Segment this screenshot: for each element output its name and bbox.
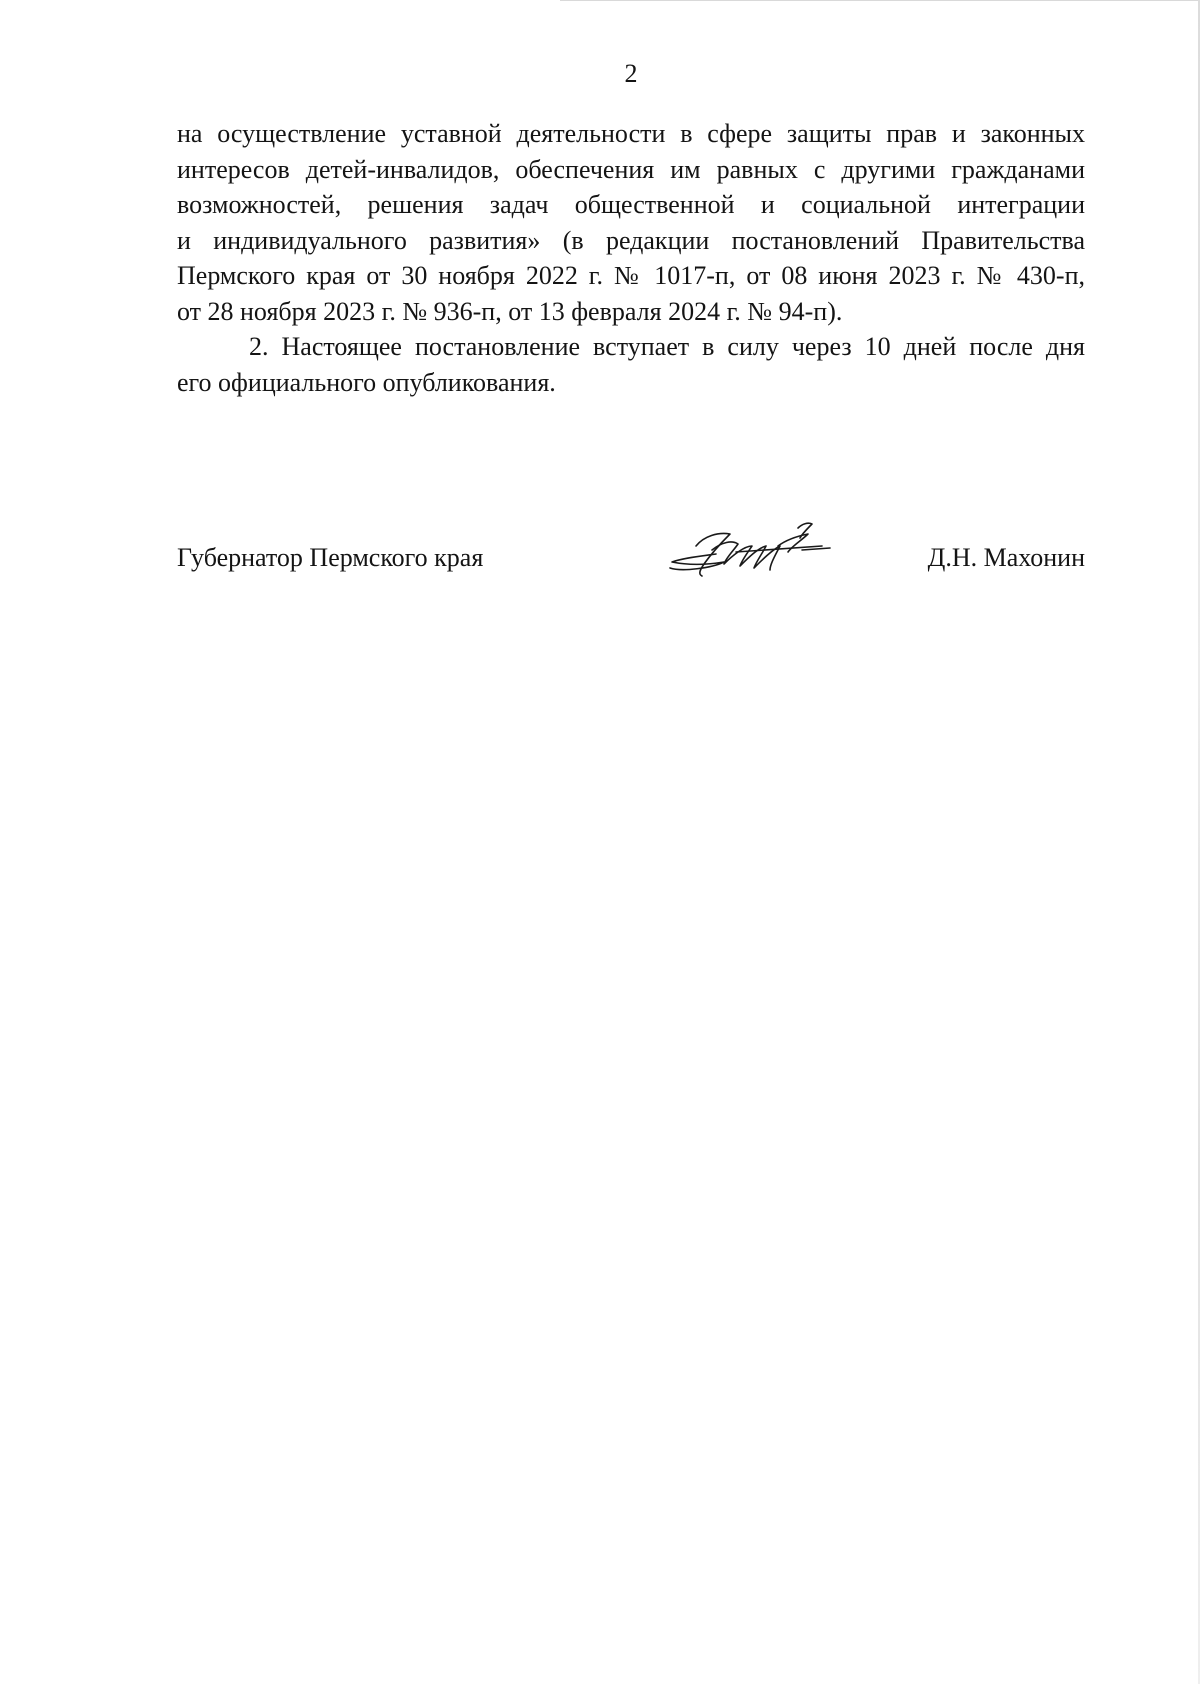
signatory-name: Д.Н. Махонин <box>927 543 1085 572</box>
text-line: его официального опубликования. <box>177 367 556 397</box>
text-line: и индивидуального развития» (в редакции постановлений Правительства <box>177 225 1085 255</box>
text-line: от 28 ноября 2023 г. № 936-п, от 13 февраля 2024 г. № 94-п). <box>177 296 843 326</box>
scan-edge-top <box>560 0 1200 1</box>
paragraph-clause-2 <box>177 329 1085 400</box>
handwritten-signature <box>652 506 832 586</box>
signatory-title: Губернатор Пермского края <box>177 543 484 572</box>
text-line: Пермского края от 30 ноября 2022 г. № 1017-п, от 08 июня 2023 г. № 430-п, <box>177 261 1085 290</box>
text-line: возможностей, решения задач общественной и социальной интеграции <box>177 190 1085 219</box>
page-number: 2 <box>624 59 638 88</box>
paragraph-continuation <box>177 116 1085 329</box>
text-line: на осуществление уставной деятельности в сфере защиты прав и законных <box>177 119 1085 148</box>
text-line: 2. Настоящее постановление вступает в силу через 10 дней после дня <box>249 332 1085 361</box>
text-line: интересов детей-инвалидов, обеспечения им равных с другими гражданами <box>177 154 1085 184</box>
signature-block <box>177 540 1085 580</box>
document-body <box>177 116 1085 400</box>
